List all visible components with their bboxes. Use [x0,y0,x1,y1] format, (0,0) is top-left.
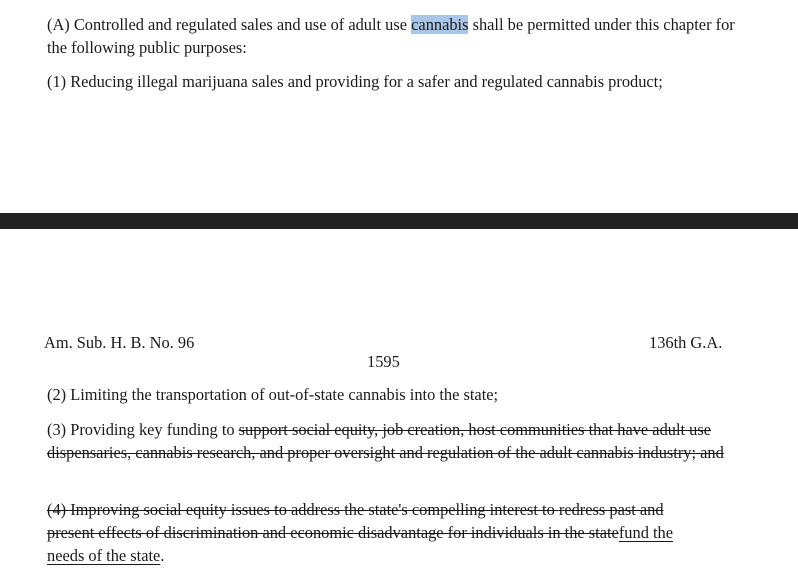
page-number: 1595 [367,352,400,371]
header-bill-number: Am. Sub. H. B. No. 96 [44,333,195,352]
paragraph-3-struck-text: support social equity, job creation, host communities that have adult use dispensaries, cannabis research, and proper oversight and regulation of the adult cannabis industry; and [47,420,724,462]
paragraph-a-text-after: shall be permitted under this chapter for the following public purposes: [47,15,735,57]
paragraph-1: (1) Reducing illegal marijuana sales and providing for a safer and regulated cannabis product; [47,72,663,91]
paragraph-3-text: (3) Providing key funding to [47,420,239,439]
document-page-bottom [0,229,798,575]
paragraph-a [47,13,747,59]
search-highlight: cannabis [411,15,469,34]
paragraph-4-struck-text: (4) Improving social equity issues to address the state's compelling interest to redress past and present effects of discrimination and economic disadvantage for individuals in the state [47,500,664,542]
paragraph-4-inserted-text: fund the needs of the state [47,523,674,565]
document-page-top [0,0,798,213]
paragraph-2: (2) Limiting the transportation of out-of-state cannabis into the state; [47,385,499,404]
header-general-assembly: 136th G.A. [649,333,723,352]
page-divider [0,213,798,229]
paragraph-3 [47,418,727,464]
paragraph-4-end: . [160,546,165,565]
paragraph-a-text-before: (A) Controlled and regulated sales and use of adult use [47,15,412,34]
paragraph-4 [47,498,707,567]
